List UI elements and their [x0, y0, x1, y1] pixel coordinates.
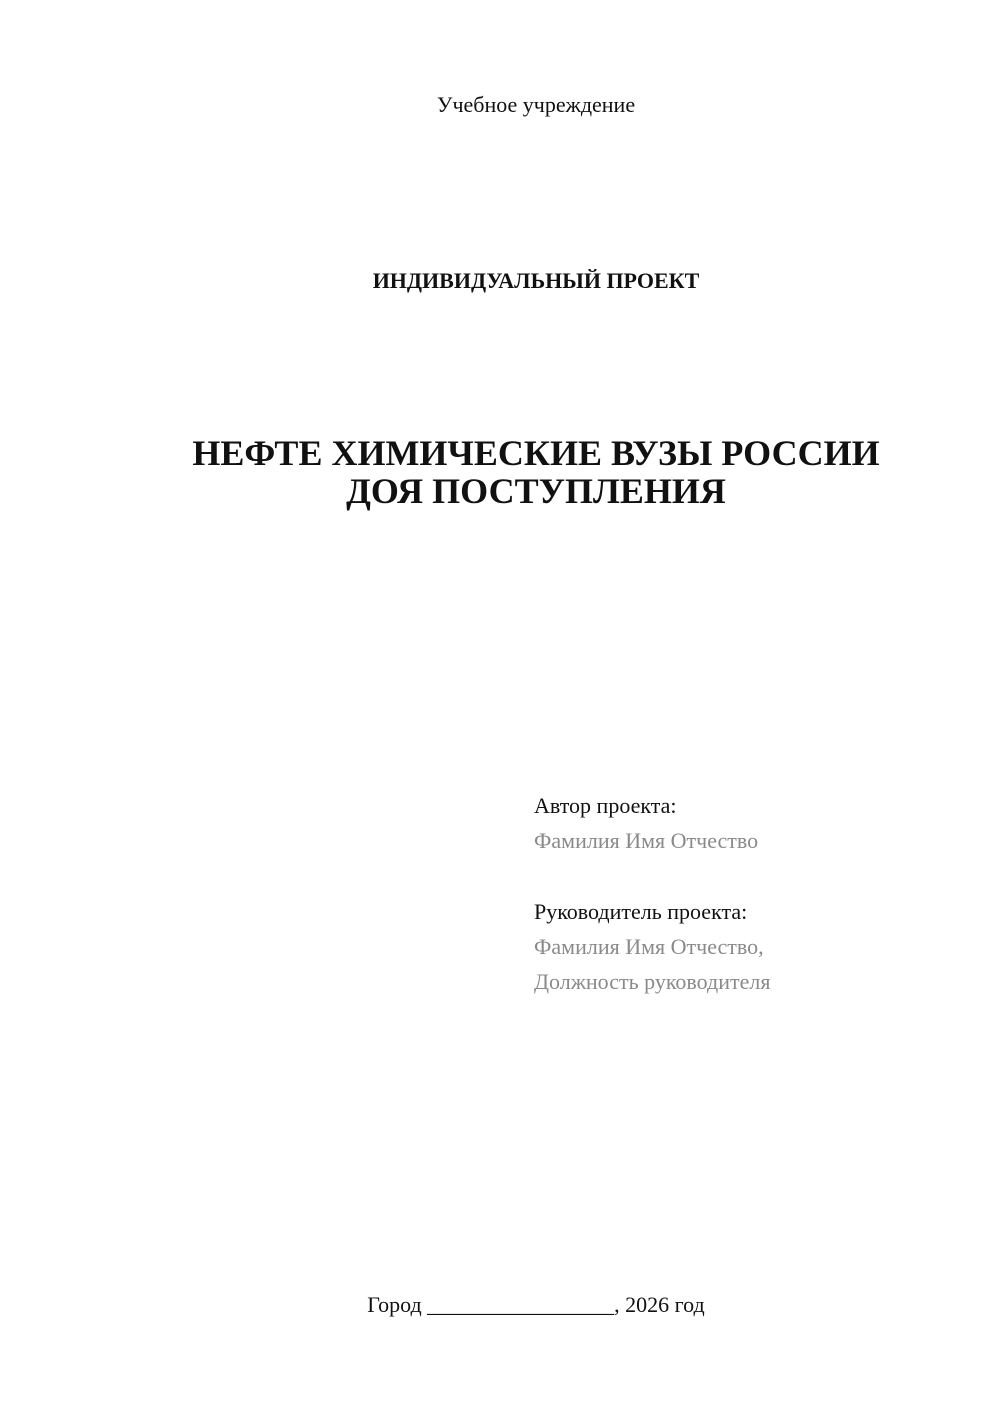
supervisor-position-placeholder: Должность руководителя	[534, 969, 771, 994]
author-label: Автор проекта:	[534, 793, 677, 818]
city-year-line: Город _________________, 2026 год	[367, 1292, 705, 1317]
supervisor-label: Руководитель проекта:	[534, 899, 748, 924]
author-name-placeholder: Фамилия Имя Отчество	[534, 828, 759, 853]
document-type: ИНДИВИДУАЛЬНЫЙ ПРОЕКТ	[372, 268, 700, 293]
project-credits	[534, 788, 974, 999]
supervisor-name-placeholder: Фамилия Имя Отчество,	[534, 934, 764, 959]
project-title-line-2: ДОЯ ПОСТУПЛЕНИЯ	[346, 471, 726, 511]
institution-name: Учебное учреждение	[436, 92, 636, 117]
project-title	[0, 434, 1000, 510]
project-title-line-1: НЕФТЕ ХИМИЧЕСКИЕ ВУЗЫ РОССИИ	[192, 433, 880, 473]
